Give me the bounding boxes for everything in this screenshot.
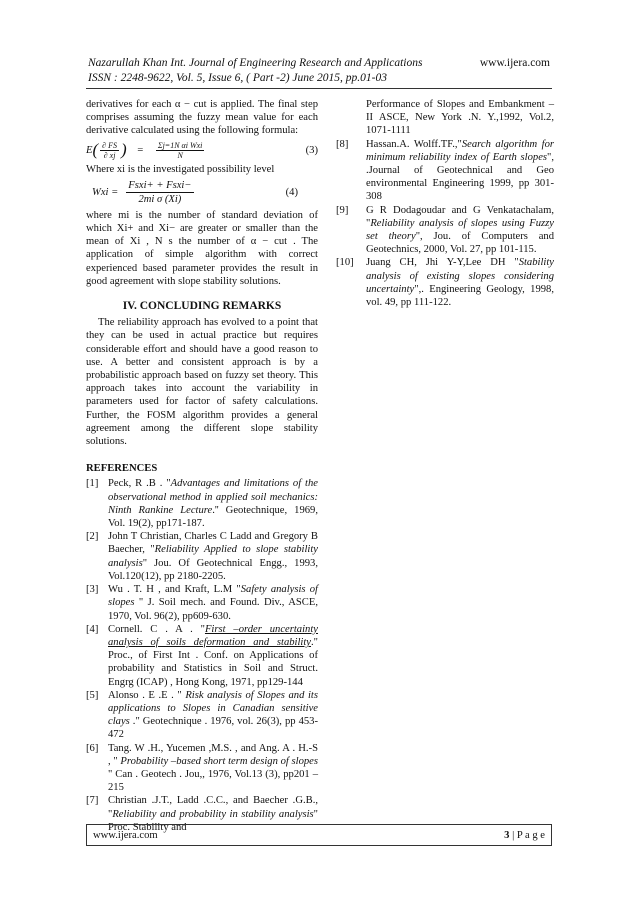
paragraph-derivatives: derivatives for each α − cut is applied. The final step comprises assuming the fuzzy mean value for each derivative calculated using the following formula: <box>86 99 318 137</box>
eq3-inner-fraction: $\frac{\partial FS}{\partial xj}$ <box>102 140 117 160</box>
journal-website[interactable]: www.ijera.com <box>479 57 550 69</box>
eq4-fraction: $\frac{\text{Fsxi+ + Fsxi−}}{\text{2mi σ (Xi)}}$ <box>128 179 192 205</box>
left-column <box>86 98 318 834</box>
header-divider <box>86 88 552 89</box>
equation-3: E ( $\frac{\partial FS}{\partial xj}$ ) = $\frac{\text{Σj=1N αi Wxi}}{N}$ (3) <box>86 140 318 160</box>
page-footer <box>86 824 552 846</box>
reference-item: [1] Peck, R .B . "Advantages and limitations of the observational method in applied soil mechanics: Ninth Rankine Lecture.'' Geotechnique, 1969, Vol. 19(2), pp171-187. <box>86 478 319 530</box>
reference-title: Advantages and limitations of the observational method in applied soil mechanics: Ninth Rankine Lecture <box>108 478 319 516</box>
eq3-lhs: E <box>86 144 93 156</box>
reference-item: [5] Alonso . E .E . " Risk analysis of Slopes and its applications to Slopes in Canadian sensitive clays ." Geotechnique . 1976, vol. 26(3), pp 453-472 <box>86 689 318 741</box>
where-possibility-level: Where xi is the investigated possibility level <box>86 163 275 175</box>
page-number: 3 | P a g e <box>504 829 545 841</box>
eq4-lhs: Wxi = <box>92 186 119 198</box>
section-heading-concluding: IV. CONCLUDING REMARKS <box>122 300 282 313</box>
paragraph-where-mi: where mi is the number of standard deviation of which Xi+ and Xi− are greater or smaller than the mean of Xi , N s the number of α − cut . The application of simple algorithm with correct experienced based parameter provides the result in good agreement with slope stability solutions. <box>86 209 318 287</box>
reference-title: Reliability analysis of slopes using Fuzzy set theory <box>366 217 554 243</box>
issn-line: ISSN : 2248-9622, Vol. 5, Issue 6, ( Part -2) June 2015, pp.01-03 <box>88 72 387 84</box>
reference-7-continued: Performance of Slopes and Embankment –II ASCE, New York .N. Y.,1992, Vol.2, 1071-1111 <box>366 99 554 137</box>
reference-title: Reliability and probability in stability analysis <box>112 808 314 820</box>
reference-item: [4] Cornell. C . A . "First –order uncertainty analysis of soils deformation and stability." Proc., of First Int . Conf. on Applications of probability and Statistics in Soil and Struct. Engrg (ICAP) , Hong Kong, 1971, pp129-144 <box>86 623 318 688</box>
reference-item: [2] John T Christian, Charles C Ladd and Gregory B Baecher, "Reliability Applied to slope stability analysis" Jou. Of Geotechnical Engg., 1993, Vol.120(12), pp 2180-2205. <box>86 531 318 582</box>
reference-item: [10] Juang CH, Jhi Y-Y,Lee DH "Stability analysis of existing slopes considering uncertainty",. Engineering Geology, 1998, vol. 49, pp 111-122. <box>336 257 554 309</box>
right-column <box>336 98 554 309</box>
eq3-number: (3) <box>305 144 318 156</box>
reference-title: Search algorithm for minimum reliability index of Earth slopes <box>366 138 554 163</box>
eq3-rhs-fraction: $\frac{\text{Σj=1N αi Wxi}}{N}$ <box>157 140 203 160</box>
equation-4 <box>86 179 318 206</box>
reference-item: [9] G R Dodagoudar and G Venkatachalam, "Reliability analysis of slopes using Fuzzy set theory", Jou. of Computers and Geotechnics, 2000, Vol. 27, pp 101-115. <box>336 204 555 256</box>
reference-title: Stability analysis of existing slopes considering uncertainty <box>366 257 554 295</box>
reference-title-link[interactable]: First –order uncertainty analysis of soils deformation and stability <box>108 623 318 648</box>
reference-item: [3] Wu . T. H , and Kraft, L.M "Safety analysis of slopes " J. Soil mech. and Found. Div., ASCE, 1970, Vol. 96(2), pp609-630. <box>86 584 318 622</box>
reference-item: [7] Christian .J.T., Ladd .C.C., and Baecher .G.B., "Reliability and probability in stability analysis" Proc. Stability and <box>86 795 318 833</box>
eq4-number: (4) <box>285 186 298 198</box>
running-header <box>88 56 550 86</box>
reference-item: [6] Tang. W .H., Yucemen ,M.S. , and Ang. A . H.-S , " Probability –based short term design of slopes " Can . Geotech . Jou,, 1976, Vol.13 (3), pp201 – 215 <box>86 742 318 794</box>
paragraph-concluding: The reliability approach has evolved to a point that they can be used in actual practice but requires considerable effort and should have a good reason to use. A better and consistent approach is by a probabilistic approach based on fuzzy set theory. This approach takes into account the variability in parameters used for factor of safety calculations. Further, the FOSM algorithm provides a general agreement among the different slope stability solutions. <box>86 317 318 448</box>
reference-title: Probability –based short term design of slopes <box>120 755 318 767</box>
reference-title: Reliability Applied to slope stability analysis <box>108 544 318 569</box>
reference-title: Safety analysis of slopes <box>108 584 318 609</box>
references-heading: REFERENCES <box>86 463 158 475</box>
footer-website[interactable]: www.ijera.com <box>93 829 158 841</box>
reference-title: Risk analysis of Slopes and its applications to Slopes in Canadian sensitive clays <box>108 689 318 728</box>
journal-title: Nazarullah Khan Int. Journal of Engineering Research and Applications <box>88 57 423 69</box>
reference-item: [8] Hassan.A. Wolff.TF.,"Search algorithm for minimum reliability index of Earth slopes", .Journal of Geotechnical and Geo environmental Engineering 1999, pp 301-308 <box>336 138 554 203</box>
